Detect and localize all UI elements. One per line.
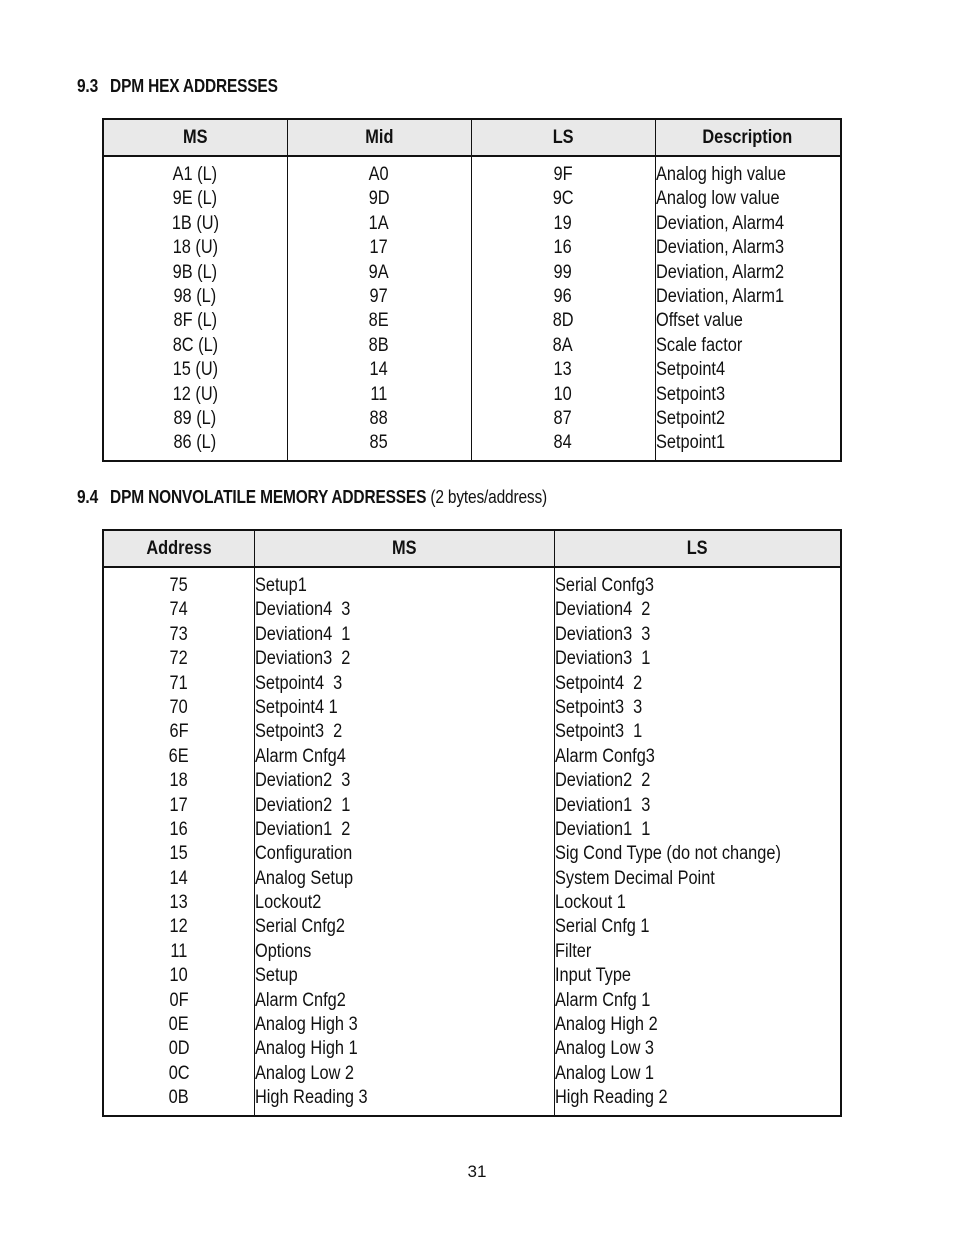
table-cell: 96 bbox=[553, 285, 573, 307]
table-cell: 72 bbox=[169, 648, 188, 670]
table-cell: 18 (U) bbox=[172, 237, 218, 259]
column-header-ls: LS bbox=[554, 530, 841, 567]
table-cell: Analog Low 1 bbox=[554, 1062, 654, 1084]
table-cell: 8C (L) bbox=[172, 334, 218, 356]
table-cell: 8F (L) bbox=[173, 310, 218, 332]
table-cell: 12 bbox=[169, 916, 188, 938]
table-cell: Lockout2 bbox=[254, 892, 321, 914]
hex-address-table bbox=[102, 118, 842, 462]
table-cell: System Decimal Point bbox=[554, 867, 715, 889]
table-cell: 10 bbox=[553, 383, 573, 405]
table-cell: 87 bbox=[553, 407, 573, 429]
table-cell: 9C bbox=[552, 188, 574, 210]
table-cell: Setpoint3 1 bbox=[554, 721, 642, 743]
column-header-mid: Mid bbox=[287, 119, 471, 156]
column-header-ls: LS bbox=[471, 119, 655, 156]
ls-column bbox=[471, 156, 655, 461]
table-cell: Deviation1 2 bbox=[254, 818, 350, 840]
table-cell: 17 bbox=[169, 794, 188, 816]
table-cell: Setpoint4 2 bbox=[554, 672, 642, 694]
table-cell: Alarm Cnfg 1 bbox=[554, 989, 650, 1011]
table-cell: Deviation4 3 bbox=[254, 599, 350, 621]
table-cell: 8D bbox=[552, 310, 574, 332]
table-cell: Deviation3 3 bbox=[554, 623, 650, 645]
table-cell: 70 bbox=[169, 696, 188, 718]
table-cell: Deviation, Alarm2 bbox=[655, 261, 784, 283]
table-cell: 0E bbox=[168, 1014, 189, 1036]
table-cell: 18 bbox=[169, 770, 188, 792]
table-cell: 75 bbox=[169, 575, 188, 596]
table-cell: 12 (U) bbox=[172, 383, 218, 405]
table-cell: 97 bbox=[369, 285, 389, 307]
table-cell: 0F bbox=[169, 989, 189, 1011]
table-cell: Serial Confg3 bbox=[554, 575, 654, 596]
ms-column bbox=[254, 567, 554, 1116]
table-cell: Lockout 1 bbox=[554, 892, 626, 914]
table-cell: 13 bbox=[553, 359, 573, 381]
table-cell: Deviation3 2 bbox=[254, 648, 350, 670]
table-cell: 0C bbox=[168, 1062, 190, 1084]
section-number: 9.4 bbox=[77, 487, 99, 507]
table-cell: Analog low value bbox=[655, 188, 780, 210]
table-cell: Offset value bbox=[655, 310, 743, 332]
hex-table-body bbox=[103, 156, 841, 461]
column-header-ms: MS bbox=[103, 119, 287, 156]
section-number: 9.3 bbox=[77, 76, 99, 96]
table-cell: 1B (U) bbox=[171, 212, 219, 234]
table-cell: Deviation2 2 bbox=[554, 770, 650, 792]
table-cell: 0D bbox=[168, 1038, 190, 1060]
table-cell: 8E bbox=[369, 310, 389, 332]
table-cell: 14 bbox=[169, 867, 188, 889]
table-cell: 6E bbox=[168, 745, 189, 767]
table-cell: 9F bbox=[553, 164, 573, 185]
table-cell: Deviation, Alarm1 bbox=[655, 285, 784, 307]
memory-address-table bbox=[102, 529, 842, 1117]
address-column bbox=[103, 567, 254, 1116]
table-cell: A1 (L) bbox=[172, 164, 218, 185]
table-cell: 8B bbox=[369, 334, 389, 356]
table-cell: 11 bbox=[170, 940, 188, 962]
table-cell: Analog Setup bbox=[254, 867, 353, 889]
table-cell: 74 bbox=[169, 599, 188, 621]
table-cell: 15 bbox=[169, 843, 188, 865]
table-header-row bbox=[103, 119, 841, 156]
table-cell: 9E (L) bbox=[172, 188, 218, 210]
table-cell: 1A bbox=[369, 212, 389, 234]
table-cell: 16 bbox=[553, 237, 573, 259]
table-cell: Sig Cond Type (do not change) bbox=[554, 843, 781, 865]
column-header-description: Description bbox=[655, 119, 841, 156]
mid-column bbox=[287, 156, 471, 461]
table-cell: 89 (L) bbox=[173, 407, 217, 429]
table-cell: Setup1 bbox=[254, 575, 307, 596]
table-cell: Deviation2 3 bbox=[254, 770, 350, 792]
table-cell: Setpoint3 3 bbox=[554, 696, 642, 718]
section-heading-9-3 bbox=[77, 76, 278, 97]
table-cell: Filter bbox=[554, 940, 591, 962]
table-cell: 10 bbox=[169, 965, 188, 987]
description-column bbox=[655, 156, 841, 461]
table-cell: 73 bbox=[169, 623, 188, 645]
table-cell: Configuration bbox=[254, 843, 352, 865]
table-cell: 86 (L) bbox=[173, 432, 217, 454]
table-cell: 6F bbox=[169, 721, 189, 743]
table-cell: 19 bbox=[553, 212, 573, 234]
column-header-ms: MS bbox=[254, 530, 554, 567]
table-cell: 17 bbox=[369, 237, 389, 259]
table-cell: Serial Cnfg2 bbox=[254, 916, 345, 938]
section-heading-9-4 bbox=[77, 487, 547, 508]
table-cell: Analog high value bbox=[655, 164, 786, 185]
table-cell: 71 bbox=[169, 672, 188, 694]
table-cell: Setpoint4 3 bbox=[254, 672, 342, 694]
table-cell: Alarm Cnfg2 bbox=[254, 989, 346, 1011]
table-cell: Alarm Cnfg4 bbox=[254, 745, 346, 767]
column-header-address: Address bbox=[103, 530, 254, 567]
table-cell: Analog Low 3 bbox=[554, 1038, 654, 1060]
table-cell: Setpoint3 2 bbox=[254, 721, 342, 743]
table-cell: Deviation1 1 bbox=[554, 818, 650, 840]
table-cell: 13 bbox=[169, 892, 188, 914]
table-cell: 9B (L) bbox=[172, 261, 218, 283]
table-cell: Serial Cnfg 1 bbox=[554, 916, 649, 938]
table-cell: Setpoint3 bbox=[655, 383, 725, 405]
ms-column bbox=[103, 156, 287, 461]
table-cell: Analog Low 2 bbox=[254, 1062, 354, 1084]
table-cell: Deviation2 1 bbox=[254, 794, 350, 816]
page-number: 31 bbox=[467, 1162, 487, 1181]
table-cell: Analog High 2 bbox=[554, 1014, 658, 1036]
table-cell: 85 bbox=[369, 432, 389, 454]
table-cell: Analog High 1 bbox=[254, 1038, 358, 1060]
ls-column bbox=[554, 567, 841, 1116]
table-cell: 15 (U) bbox=[172, 359, 218, 381]
table-cell: Analog High 3 bbox=[254, 1014, 358, 1036]
table-cell: High Reading 3 bbox=[254, 1087, 368, 1109]
table-cell: Deviation1 3 bbox=[554, 794, 650, 816]
section-title: DPM NONVOLATILE MEMORY ADDRESSES bbox=[110, 487, 427, 507]
table-cell: Alarm Confg3 bbox=[554, 745, 655, 767]
table-cell: 14 bbox=[369, 359, 389, 381]
table-body-row bbox=[103, 156, 841, 461]
table-header-row bbox=[103, 530, 841, 567]
table-cell: 84 bbox=[553, 432, 573, 454]
table-cell: 98 (L) bbox=[173, 285, 217, 307]
table-cell: Setpoint4 1 bbox=[254, 696, 338, 718]
table-cell: 16 bbox=[169, 818, 188, 840]
table-body-row bbox=[103, 567, 841, 1116]
table-cell: Deviation, Alarm4 bbox=[655, 212, 784, 234]
table-cell: Setpoint4 bbox=[655, 359, 725, 381]
table-cell: 88 bbox=[369, 407, 389, 429]
table-cell: Deviation4 1 bbox=[254, 623, 350, 645]
table-cell: Deviation3 1 bbox=[554, 648, 650, 670]
table-cell: Deviation4 2 bbox=[554, 599, 650, 621]
table-cell: 11 bbox=[370, 383, 388, 405]
section-note: (2 bytes/address) bbox=[426, 487, 548, 507]
section-title: DPM HEX ADDRESSES bbox=[110, 76, 278, 96]
table-cell: High Reading 2 bbox=[554, 1087, 668, 1109]
table-cell: 9A bbox=[369, 261, 389, 283]
table-cell: Input Type bbox=[554, 965, 631, 987]
table-cell: 9D bbox=[368, 188, 390, 210]
table-cell: A0 bbox=[369, 164, 389, 185]
table-cell: Deviation, Alarm3 bbox=[655, 237, 784, 259]
table-cell: Options bbox=[254, 940, 311, 962]
memory-table-body bbox=[103, 567, 841, 1116]
table-cell: 0B bbox=[168, 1087, 189, 1109]
table-cell: Setup bbox=[254, 965, 298, 987]
table-cell: 8A bbox=[553, 334, 573, 356]
table-cell: Setpoint1 bbox=[655, 432, 725, 454]
table-cell: Setpoint2 bbox=[655, 407, 725, 429]
table-cell: Scale factor bbox=[655, 334, 742, 356]
table-cell: 99 bbox=[553, 261, 573, 283]
